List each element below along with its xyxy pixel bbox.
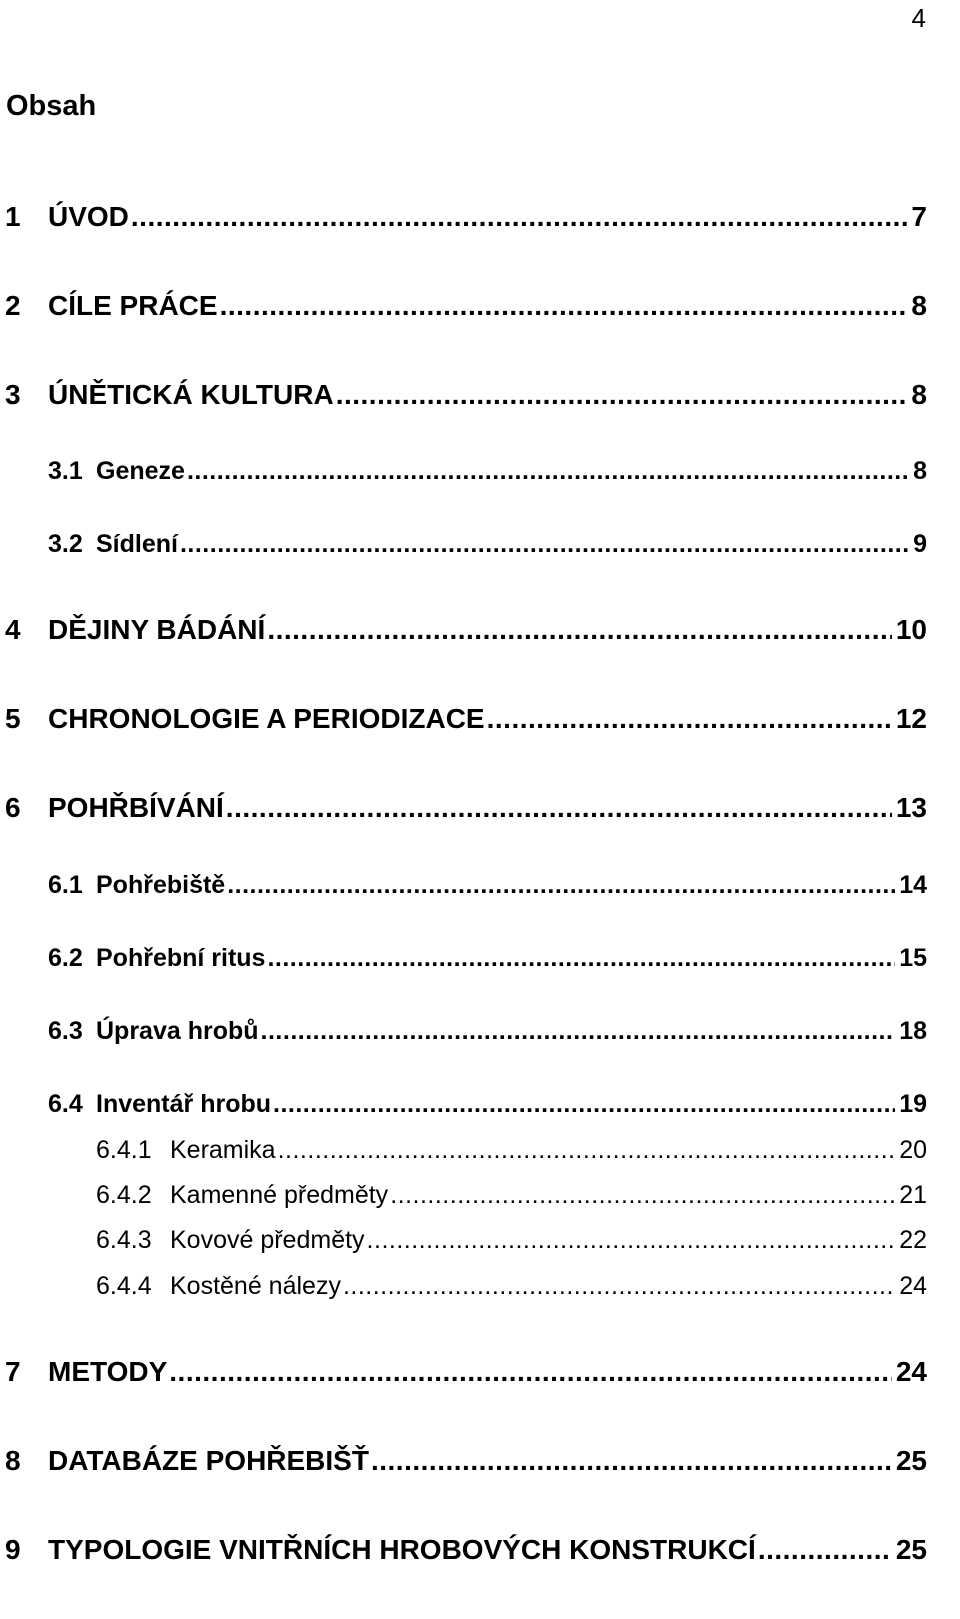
toc-entry-number: 9 <box>5 1534 21 1565</box>
toc-entry-title: CHRONOLOGIE A PERIODIZACE <box>48 703 485 734</box>
toc-entry-number: 3.1 <box>48 457 83 485</box>
toc-entry-7[interactable] <box>5 1356 927 1388</box>
toc-entry-page: 13 <box>895 792 927 823</box>
toc-entry-number: 7 <box>5 1356 21 1387</box>
toc-entry-number: 1 <box>5 201 21 232</box>
toc-entry-title: Pohřební ritus <box>96 944 266 972</box>
toc-dot-leader <box>187 457 909 486</box>
toc-entry-page: 25 <box>895 1445 927 1476</box>
toc-entry-number: 6.4.2 <box>96 1181 152 1209</box>
toc-entry-page: 20 <box>899 1136 927 1164</box>
toc-entry-6-4-3[interactable] <box>96 1226 927 1255</box>
toc-entry-title: POHŘBÍVÁNÍ <box>48 792 224 823</box>
toc-entry-title: CÍLE PRÁCE <box>48 290 218 321</box>
toc-entry-page: 12 <box>895 703 927 734</box>
toc-entry-number: 2 <box>5 290 21 321</box>
toc-dot-leader <box>367 1226 896 1255</box>
toc-dot-leader <box>220 290 908 322</box>
toc-entry-title: Kostěné nálezy <box>170 1272 341 1300</box>
toc-dot-leader <box>267 614 892 646</box>
toc-entry-number: 6.4 <box>48 1090 83 1118</box>
toc-entry-title: Úprava hrobů <box>96 1017 259 1045</box>
toc-entry-number: 6.4.1 <box>96 1136 152 1164</box>
toc-entry-page: 24 <box>899 1272 927 1300</box>
toc-entry-title: METODY <box>48 1356 168 1387</box>
toc-entry-6-4[interactable] <box>48 1090 927 1119</box>
toc-entry-6[interactable] <box>5 792 927 824</box>
toc-entry-number: 8 <box>5 1445 21 1476</box>
toc-entry-6-4-4[interactable] <box>96 1272 927 1301</box>
toc-entry-page: 7 <box>911 201 927 232</box>
toc-entry-title: Pohřebiště <box>96 871 226 899</box>
toc-entry-number: 6.4.4 <box>96 1272 152 1300</box>
toc-entry-page: 9 <box>913 530 927 558</box>
toc-entry-title: Keramika <box>170 1136 276 1164</box>
toc-entry-8[interactable] <box>5 1445 927 1477</box>
toc-entry-title: ÚNĚTICKÁ KULTURA <box>48 379 334 410</box>
toc-dot-leader <box>169 1356 892 1388</box>
toc-entry-title: DĚJINY BÁDÁNÍ <box>48 614 266 645</box>
toc-entry-title: DATABÁZE POHŘEBIŠŤ <box>48 1445 369 1476</box>
toc-entry-6-2[interactable] <box>48 944 927 973</box>
toc-entry-number: 6 <box>5 792 21 823</box>
toc-entry-1[interactable] <box>5 201 927 233</box>
toc-dot-leader <box>371 1445 892 1477</box>
toc-entry-9[interactable] <box>5 1534 927 1566</box>
toc-entry-3[interactable] <box>5 379 927 411</box>
toc-entry-page: 8 <box>911 290 927 321</box>
toc-dot-leader <box>390 1181 895 1210</box>
toc-entry-2[interactable] <box>5 290 927 322</box>
toc-entry-number: 6.1 <box>48 871 83 899</box>
toc-entry-6-3[interactable] <box>48 1017 927 1046</box>
toc-dot-leader <box>273 1090 895 1119</box>
toc-entry-5[interactable] <box>5 703 927 735</box>
toc-entry-number: 3.2 <box>48 530 83 558</box>
toc-entry-page: 14 <box>899 871 927 899</box>
toc-entry-title: TYPOLOGIE VNITŘNÍCH HROBOVÝCH KONSTRUKCÍ <box>48 1534 756 1565</box>
toc-dot-leader <box>267 944 895 973</box>
toc-entry-number: 6.3 <box>48 1017 83 1045</box>
toc-entry-4[interactable] <box>5 614 927 646</box>
toc-entry-page: 21 <box>899 1181 927 1209</box>
toc-entry-title: Geneze <box>96 457 185 485</box>
toc-heading: Obsah <box>6 90 97 122</box>
page-number: 4 <box>911 3 926 33</box>
toc-entry-page: 8 <box>913 457 927 485</box>
toc-entry-page: 8 <box>911 379 927 410</box>
toc-entry-6-1[interactable] <box>48 871 927 900</box>
toc-dot-leader <box>343 1272 895 1301</box>
toc-entry-title: Kovové předměty <box>170 1226 365 1254</box>
toc-entry-number: 6.2 <box>48 944 83 972</box>
toc-dot-leader <box>261 1017 896 1046</box>
toc-entry-number: 3 <box>5 379 21 410</box>
toc-entry-3-2[interactable] <box>48 530 927 559</box>
toc-entry-page: 18 <box>899 1017 927 1045</box>
toc-entry-page: 25 <box>895 1534 927 1565</box>
toc-entry-6-4-1[interactable] <box>96 1136 927 1165</box>
toc-dot-leader <box>336 379 908 411</box>
toc-entry-number: 4 <box>5 614 21 645</box>
toc-entry-page: 24 <box>895 1356 927 1387</box>
toc-entry-page: 19 <box>899 1090 927 1118</box>
toc-entry-3-1[interactable] <box>48 457 927 486</box>
toc-entry-page: 10 <box>895 614 927 645</box>
toc-entry-page: 22 <box>899 1226 927 1254</box>
toc-entry-title: Kamenné předměty <box>170 1181 389 1209</box>
toc-entry-title: Sídlení <box>96 530 178 558</box>
toc-entry-page: 15 <box>899 944 927 972</box>
toc-dot-leader <box>278 1136 896 1165</box>
toc-dot-leader <box>227 871 895 900</box>
toc-entry-6-4-2[interactable] <box>96 1181 927 1210</box>
toc-dot-leader <box>131 201 908 233</box>
toc-dot-leader <box>758 1534 892 1566</box>
toc-dot-leader <box>226 792 892 824</box>
toc-entry-title: ÚVOD <box>48 201 129 232</box>
toc-entry-number: 5 <box>5 703 21 734</box>
toc-entry-number: 6.4.3 <box>96 1226 152 1254</box>
toc-dot-leader <box>180 530 909 559</box>
toc-dot-leader <box>487 703 892 735</box>
toc-entry-title: Inventář hrobu <box>96 1090 272 1118</box>
